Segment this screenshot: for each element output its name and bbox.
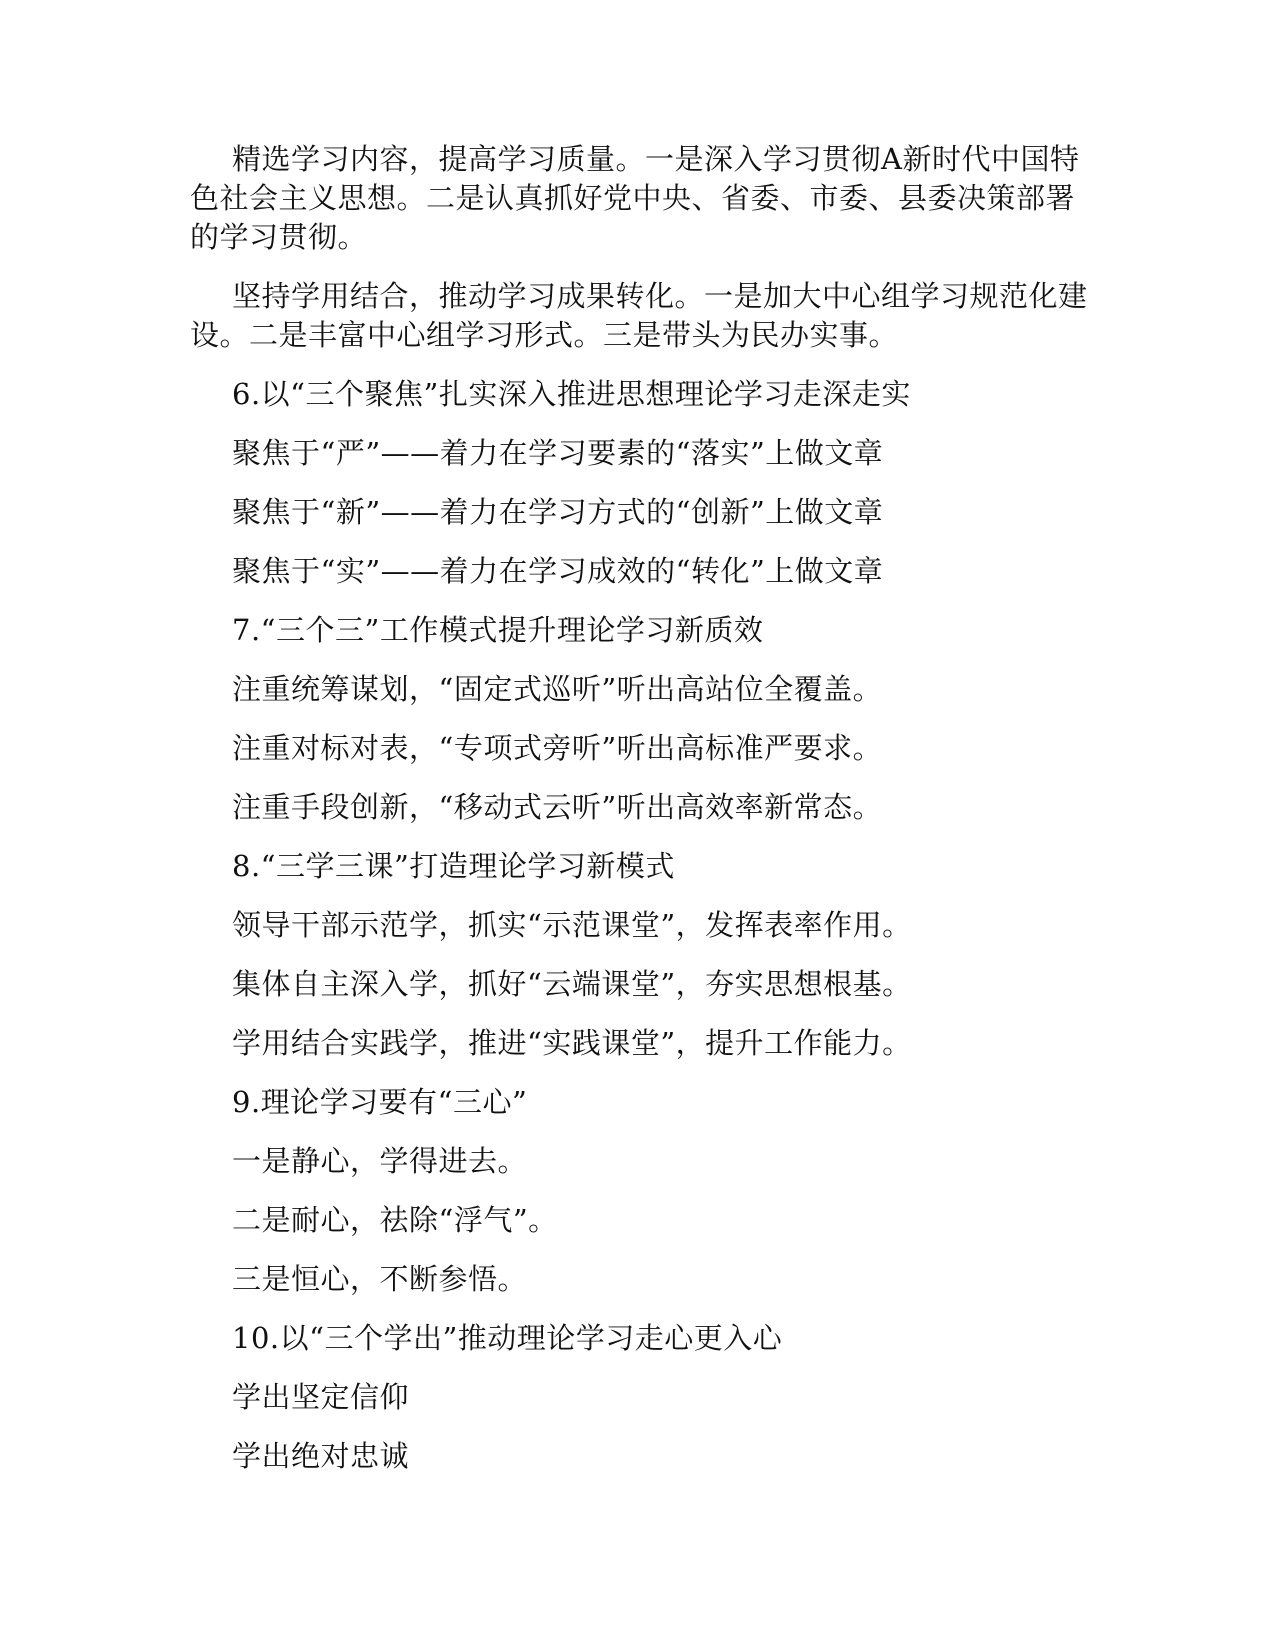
list-item: 注重统筹谋划，“固定式巡听”听出高站位全覆盖。 — [232, 672, 883, 706]
paragraph-study-content: 精选学习内容，提高学习质量。一是深入学习贯彻A新时代中国特色社会主义思想。二是认真抓好党中央、省委、市委、县委决策部署的学习贯彻。 — [190, 142, 1080, 254]
heading-7: 7.“三个三”工作模式提升理论学习新质效 — [232, 613, 764, 647]
list-item: 学用结合实践学，推进“实践课堂”，提升工作能力。 — [232, 1026, 912, 1060]
heading-8: 8.“三学三课”打造理论学习新模式 — [232, 849, 675, 883]
paragraph-study-application: 坚持学用结合，推动学习成果转化。一是加大中心组学习规范化建设。二是丰富中心组学习形式。三是带头为民办实事。 — [190, 279, 1088, 352]
list-item: 学出绝对忠诚 — [232, 1439, 410, 1473]
list-item: 集体自主深入学，抓好“云端课堂”，夯实思想根基。 — [232, 967, 912, 1001]
heading-10: 10.以“三个学出”推动理论学习走心更入心 — [232, 1321, 783, 1355]
document-body — [190, 140, 1090, 1496]
list-item: 注重手段创新，“移动式云听”听出高效率新常态。 — [232, 790, 883, 824]
list-item: 一是静心，学得进去。 — [232, 1144, 528, 1178]
heading-9: 9.理论学习要有“三心” — [232, 1085, 528, 1119]
list-item: 三是恒心，不断参悟。 — [232, 1262, 528, 1296]
list-item: 学出坚定信仰 — [232, 1380, 410, 1414]
list-item: 聚焦于“新”——着力在学习方式的“创新”上做文章 — [232, 495, 884, 529]
list-item: 聚焦于“严”——着力在学习要素的“落实”上做文章 — [232, 436, 884, 470]
list-item: 聚焦于“实”——着力在学习成效的“转化”上做文章 — [232, 554, 884, 588]
list-item: 二是耐心，祛除“浮气”。 — [232, 1203, 558, 1237]
list-item: 注重对标对表，“专项式旁听”听出高标准严要求。 — [232, 731, 883, 765]
list-item: 领导干部示范学，抓实“示范课堂”，发挥表率作用。 — [232, 908, 912, 942]
heading-6: 6.以“三个聚焦”扎实深入推进思想理论学习走深走实 — [232, 377, 911, 411]
